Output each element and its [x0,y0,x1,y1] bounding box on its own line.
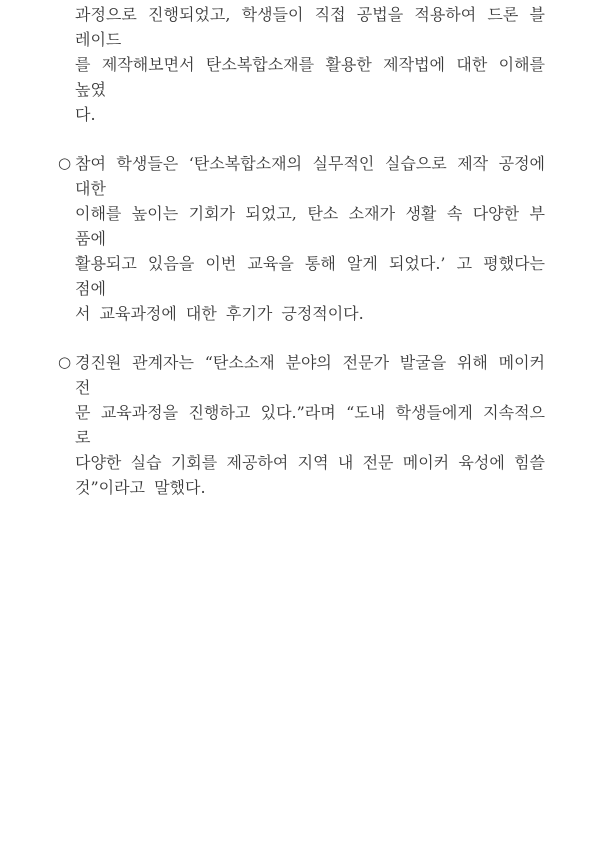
bullet-paragraph [58,350,545,500]
text-line: 다. [75,105,96,124]
text-line: 서 교육과정에 대한 후기가 긍정적이다. [75,304,364,323]
text-line: 활용되고 있음을 이번 교육을 통해 알게 되었다.’ 고 평했다는 점에 [75,254,545,298]
bullet-paragraph [58,151,545,326]
paragraph-lines [75,151,545,326]
text-line: 것”이라고 말했다. [75,478,206,497]
continuation-paragraph [58,2,545,127]
text-line: 경진원 관계자는 “탄소소재 분야의 전문가 발굴을 위해 메이커 전 [75,353,545,397]
text-line: 를 제작해보면서 탄소복합소재를 활용한 제작법에 대한 이해를 높였 [75,55,545,99]
text-line: 다양한 실습 기회를 제공하여 지역 내 전문 메이커 육성에 힘쓸 [75,453,545,472]
text-line: 이해를 높이는 기회가 되었고, 탄소 소재가 생활 속 다양한 부품에 [75,204,545,248]
text-line: 과정으로 진행되었고, 학생들이 직접 공법을 적용하여 드론 블레이드 [75,5,545,49]
paragraph-lines [75,2,545,127]
text-line: 문 교육과정을 진행하고 있다.”라며 “도내 학생들에게 지속적으로 [75,403,545,447]
text-line: 참여 학생들은 ‘탄소복합소재의 실무적인 실습으로 제작 공정에 대한 [75,154,545,198]
paragraph-bullet-circle: ○ [58,154,72,172]
paragraph-bullet-circle: ○ [58,353,72,371]
paragraph-lines [75,350,545,500]
document-body [58,2,545,524]
